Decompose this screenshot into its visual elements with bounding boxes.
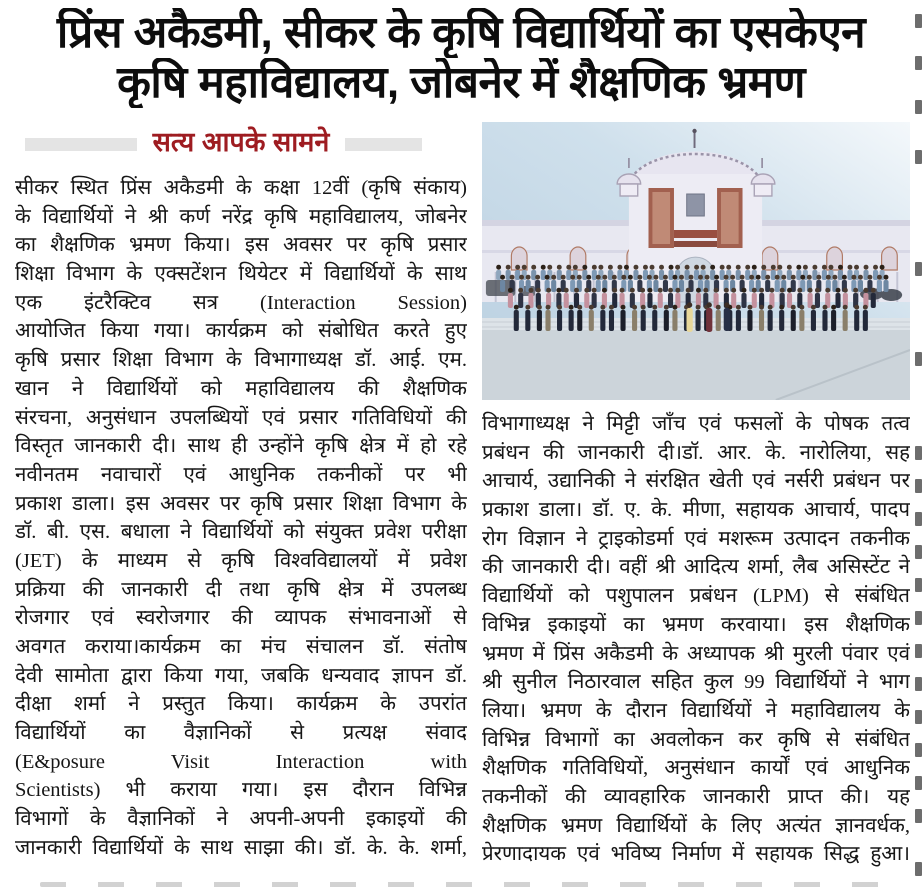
article-line: रोग विज्ञान ने ट्राइकोडर्मा एवं मशरूम उत्पादन तकनीक bbox=[482, 527, 910, 550]
edge-text-fragment bbox=[915, 100, 922, 114]
edge-text-fragment bbox=[915, 862, 922, 876]
headline-line-1: प्रिंस अकैडमी, सीकर के कृषि विद्यार्थियों का एसकेएन bbox=[56, 8, 866, 57]
article-line: शैक्षणिक गतिविधियों, अनुसंधान कार्यों एवं आधुनिक bbox=[482, 757, 910, 780]
article-line: प्रकाश डाला। डॉ. ए. के. मीणा, सहायक आचार्य, पादप bbox=[482, 499, 910, 522]
article-line: जानकारी विद्यार्थियों के साथ साझा की। डॉ. के. के. शर्मा, bbox=[15, 836, 467, 859]
left-column-text bbox=[15, 174, 467, 863]
article-line: का शैक्षणिक भ्रमण किया। इस अवसर पर कृषि प्रसार bbox=[15, 234, 467, 257]
edge-text-fragment bbox=[915, 512, 922, 526]
article-body bbox=[0, 108, 922, 869]
article-line: प्रबंधन की जानकारी दी।डॉ. आर. के. नारोलिया, सह bbox=[482, 441, 910, 464]
ground bbox=[482, 330, 910, 400]
article-line: नवीनतम नवाचारों एवं आधुनिक तकनीकों पर भी bbox=[15, 463, 467, 486]
kicker-text: सत्य आपके सामने bbox=[137, 122, 346, 162]
article-line: दीक्षा शर्मा ने प्रस्तुत किया। कार्यक्रम के उपरांत bbox=[15, 693, 467, 716]
article-line: शैक्षणिक भ्रमण विद्यार्थियों के लिए अत्यंत ज्ञानवर्धक, bbox=[482, 814, 910, 837]
article-line: तकनीकों की व्यावहारिक जानकारी प्राप्त की। यह bbox=[482, 785, 910, 808]
edge-text-fragment bbox=[915, 352, 922, 366]
article-line: रोजगार एवं स्वरोजगार की व्यापक संभावनाओं से bbox=[15, 607, 467, 630]
article-line: श्री सुनील निठारवाल सहित कुल 99 विद्यार्थियों ने भाग bbox=[482, 671, 910, 694]
article-line: (E&posure Visit Interaction with bbox=[15, 750, 467, 773]
article-line: आचार्य, उद्यानिकी ने संरक्षित खेती एवं नर्सरी प्रबंधन पर bbox=[482, 470, 910, 493]
edge-text-fragment bbox=[915, 677, 922, 691]
article-line: डॉ. बी. एस. बधाला ने विद्यार्थियों को संयुक्त प्रवेश परीक्षा bbox=[15, 521, 467, 544]
kicker bbox=[15, 122, 467, 164]
right-column bbox=[482, 122, 910, 869]
edge-text-fragment bbox=[915, 578, 922, 592]
article-line: (JET) के माध्यम से कृषि विश्वविद्यालयों में प्रवेश bbox=[15, 549, 467, 572]
edge-text-fragment bbox=[915, 56, 922, 70]
article-line: विभिन्न इकाइयों का भ्रमण करवाया। इस शैक्षणिक bbox=[482, 613, 910, 636]
article-line: विभिन्न विभागों का अवलोकन कर कृषि से संबंधित bbox=[482, 728, 910, 751]
article-line: विभागों के वैज्ञानिकों ने अपनी-अपनी इकाइयों की bbox=[15, 808, 467, 831]
article-line: भ्रमण में प्रिंस अकैडमी के अध्यापक श्री मुरली पंवार एवं bbox=[482, 642, 910, 665]
article-line: की जानकारी दी। वहीं श्री आदित्य शर्मा, लैब असिस्टेंट ने bbox=[482, 556, 910, 579]
edge-text-fragment bbox=[915, 611, 922, 625]
edge-text-fragment bbox=[915, 743, 922, 757]
article-line: सीकर स्थित प्रिंस अकैडमी के कक्षा 12वीं (कृषि संकाय) bbox=[15, 177, 467, 199]
edge-text-fragment bbox=[915, 644, 922, 658]
article-line: प्रेरणादायक एवं भविष्य निर्माण में सहायक सिद्ध हुआ। bbox=[482, 843, 910, 866]
article-line: विद्यार्थियों का वैज्ञानिकों से प्रत्यक्ष संवाद bbox=[15, 722, 467, 745]
article-line: विस्तृत जानकारी दी। साथ ही उन्होंने कृषि क्षेत्र में हो रहे bbox=[15, 435, 467, 458]
edge-text-fragment bbox=[915, 150, 922, 164]
bottom-text-fragment bbox=[40, 882, 908, 887]
tower-window bbox=[687, 194, 705, 216]
edge-text-fragment bbox=[915, 809, 922, 823]
article-line: शिक्षा विभाग के एक्सटेंशन थियेटर में विद्यार्थियों के साथ bbox=[15, 263, 467, 286]
article-line: देवी सामोता द्वारा किया गया, जबकि धन्यवाद ज्ञापन डॉ. bbox=[15, 664, 467, 687]
article-line: Scientists) भी कराया गया। इस दौरान विभिन्न bbox=[15, 779, 467, 802]
edge-text-fragment bbox=[915, 479, 922, 493]
sign-board bbox=[674, 230, 717, 238]
edge-text-fragment bbox=[915, 710, 922, 724]
article-line: अवगत कराया।कार्यक्रम का मंच संचालन डॉ. संतोष bbox=[15, 636, 467, 658]
article-line: खान ने विद्यार्थियों को महाविद्यालय की शैक्षणिक bbox=[15, 377, 467, 400]
edge-text-fragment bbox=[915, 446, 922, 460]
article-line: विभागाध्यक्ष ने मिट्टी जाँच एवं फसलों के पोषक तत्व bbox=[482, 413, 910, 435]
headline bbox=[0, 0, 922, 108]
edge-text-fragment bbox=[915, 545, 922, 559]
article-line: आयोजित किया गया। कार्यक्रम को संबोधित करते हुए bbox=[15, 320, 467, 343]
article-line: संरचना, अनुसंधान उपलब्धियों एवं प्रसार गतिविधियों की bbox=[15, 406, 467, 429]
article-line: एक इंटरैक्टिव सत्र (Interaction Session) bbox=[15, 291, 467, 314]
article-line: कृषि प्रसार शिक्षा विभाग के विभागाध्यक्ष डॉ. आई. एम. bbox=[15, 349, 467, 372]
article-line: प्रकाश डाला। इस अवसर पर कृषि प्रसार शिक्षा विभाग के bbox=[15, 492, 467, 515]
left-column bbox=[15, 122, 467, 869]
article-line: विद्यार्थियों को पशुपालन प्रबंधन (LPM) से संबंधित bbox=[482, 585, 910, 608]
edge-text-fragment bbox=[915, 776, 922, 790]
article-line: लिया। भ्रमण के दौरान विद्यार्थियों ने महाविद्यालय के bbox=[482, 699, 910, 722]
edge-text-fragment bbox=[915, 262, 922, 276]
right-column-text bbox=[482, 410, 910, 869]
headline-line-2: कृषि महाविद्यालय, जोबनेर में शैक्षणिक भ्रमण bbox=[117, 58, 805, 107]
group-photo bbox=[482, 122, 910, 400]
article-line: के विद्यार्थियों ने श्री कर्ण नरेंद्र कृषि महाविद्यालय, जोबनेर bbox=[15, 205, 467, 228]
edge-text-fragment bbox=[915, 14, 922, 28]
group-photo-illustration bbox=[482, 122, 910, 400]
article-line: प्रक्रिया की जानकारी दी तथा कृषि क्षेत्र में उपलब्ध bbox=[15, 578, 467, 601]
